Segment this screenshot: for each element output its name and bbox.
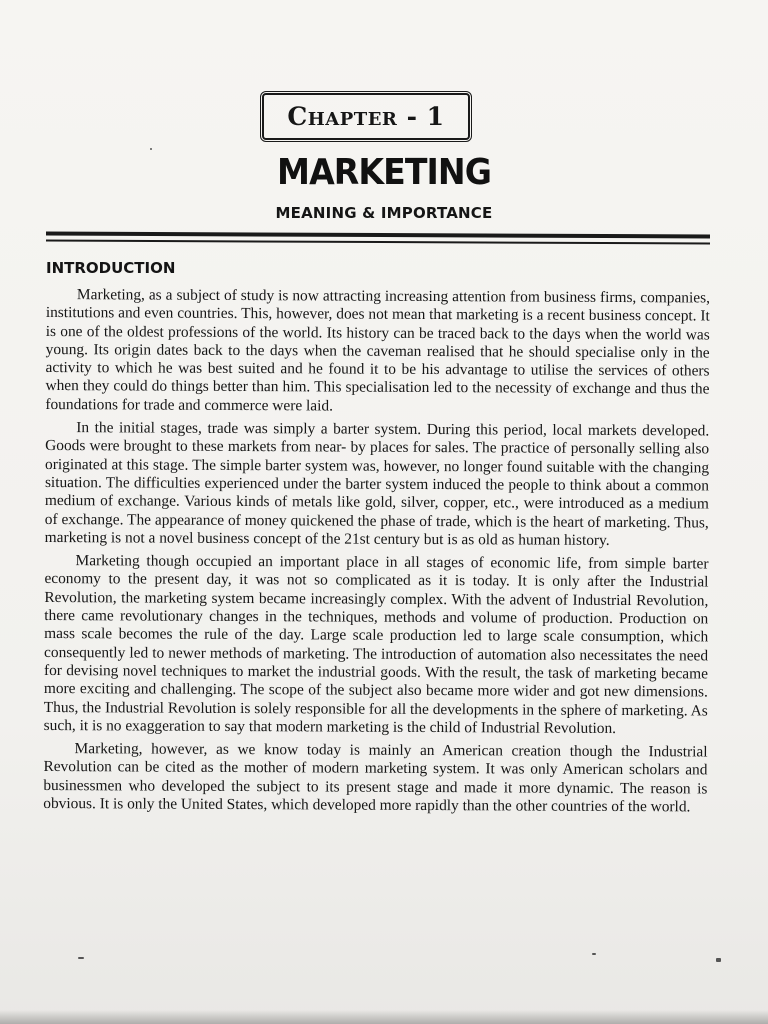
paragraph: Marketing though occupied an important place in all stages of economic life, from simple barter economy to the present day, it was not so complicated as it is today. It is only after the Industrial Revolution, the marketing system became increasingly complex. With the advent of Industrial Revolution, there came revolutionary changes in the techniques, methods and volume of production. Production on mass scale becomes the rule of the day. Large scale production led to large scale consumption, which consequently led to newer methods of marketing. The introduction of automation also necessitates the need for devising novel techniques to market the industrial goods. With the result, the task of marketing became more exciting and challenging. The scope of the subject also became more wider and got new dimensions. Thus, the Industrial Revolution is solely responsible for all the developments in the sphere of marketing. As such, it is no exaggeration to say that modern marketing is the child of Industrial Revolution.	[43, 552, 709, 737]
paragraph: Marketing, as a subject of study is now attracting increasing attention from business firms, companies, institutions and even countries. This, however, does not mean that marketing is a recent business concept. It is one of the oldest professions of the world. Its history can be traced back to the days when the world was young. Its origin dates back to the days when the caveman realised that he should specialise only in the activity to which he was best suited and he found it to be his advantage to utilise the services of others when they could do things better than him. This specialisation led to the necessity of exchange and thus the foundations for trade and commerce were laid.	[45, 286, 710, 415]
section-heading: INTRODUCTION	[46, 259, 176, 277]
title-divider-thick	[46, 232, 710, 239]
page-speck	[592, 953, 596, 955]
page-bottom-edge	[0, 1010, 768, 1024]
chapter-label-box	[262, 93, 470, 140]
page-speck	[150, 148, 152, 150]
paragraph: Marketing, however, as we know today is mainly an American creation though the Industrial Revolution can be cited as the mother of modern marketing system. It was only American scholars and businessmen who developed the subject to its present stage and made it more dynamic. The reason is obvious. It is only the United States, which developed more rapidly than the other countries of the world.	[43, 740, 708, 816]
title-divider-thin	[46, 240, 710, 244]
paragraph: In the initial stages, trade was simply a barter system. During this period, local markets developed. Goods were brought to these markets from near- by places for sales. The practice of personally selling also originated at this stage. The simple barter system was, however, no longer found suitable with the changing situation. The difficulties experienced under the barter system induced the people to think about a common medium of exchange. Various kinds of metals like gold, silver, copper, etc., were introduced as a medium of exchange. The appearance of money quickened the phase of trade, which is the heart of marketing. Thus, marketing is not a novel business concept of the 21st century but is as old as human history.	[44, 419, 710, 549]
body-text	[43, 286, 710, 822]
page-speck	[716, 958, 721, 962]
chapter-title: MARKETING	[277, 152, 491, 193]
chapter-label: Chapter - 1	[287, 102, 445, 131]
chapter-subtitle: MEANING & IMPORTANCE	[275, 204, 493, 222]
page-speck	[78, 957, 84, 959]
